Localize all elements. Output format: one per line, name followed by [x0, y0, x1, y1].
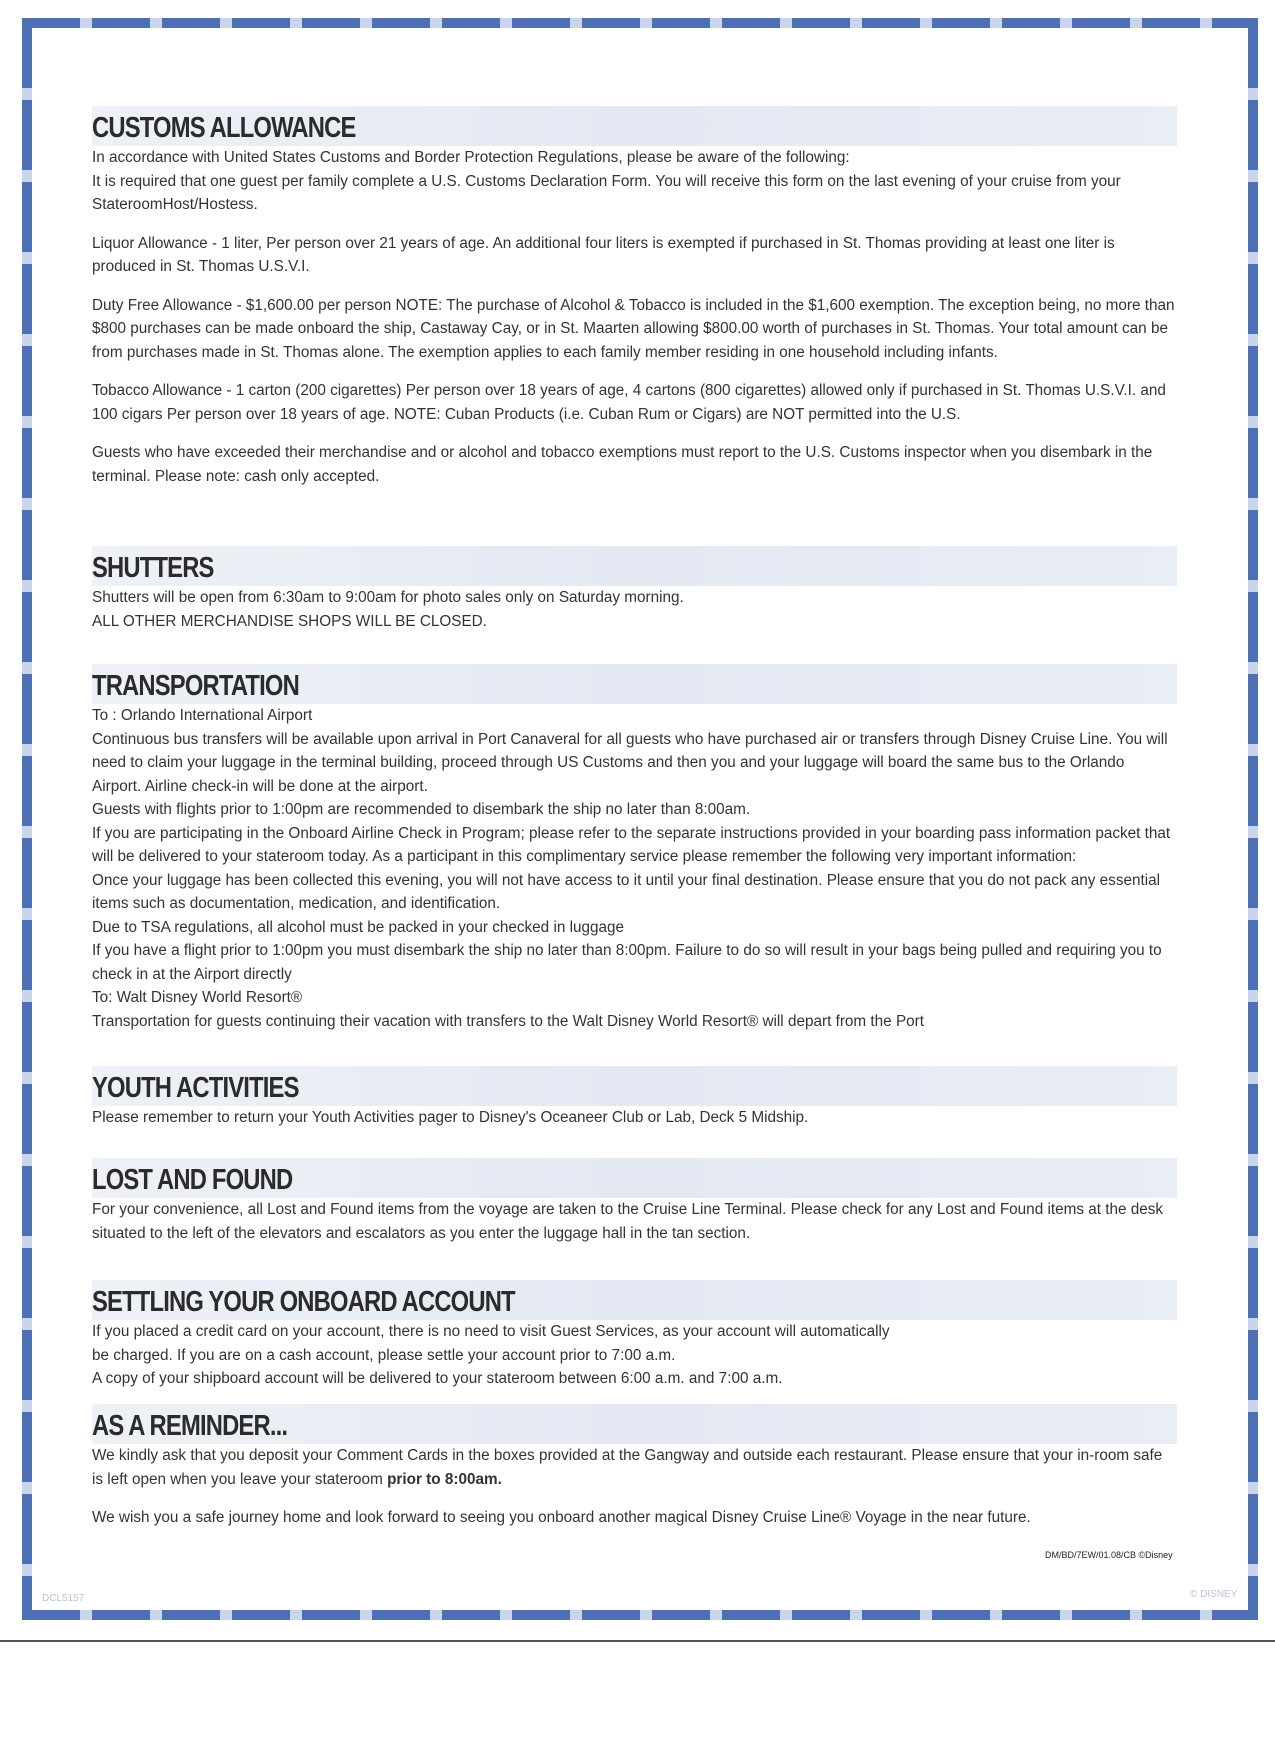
customs-heading: CUSTOMS ALLOWANCE: [92, 112, 356, 144]
customs-section: [92, 106, 1177, 488]
reminder-heading: AS A REMINDER...: [92, 1410, 288, 1442]
settling-cash: be charged. If you are on a cash account, please settle your account prior to 7:00 a.m.: [92, 1346, 676, 1364]
transportation-heading-bar: [92, 664, 1177, 704]
transportation-section: [92, 664, 1177, 1033]
lost-found-heading-bar: [92, 1158, 1177, 1198]
shutters-heading: SHUTTERS: [92, 552, 214, 584]
form-id: DCL5157: [42, 1593, 85, 1604]
copyright-mark: © DISNEY: [1190, 1589, 1238, 1600]
settling-heading: SETTLING YOUR ONBOARD ACCOUNT: [92, 1286, 515, 1318]
youth-pager-note: Please remember to return your Youth Activities pager to Disney's Oceaneer Club or Lab, Deck 5 Midship.: [92, 1109, 809, 1126]
customs-heading-bar: [92, 106, 1177, 146]
duty-free-allowance: Duty Free Allowance - $1,600.00 per person NOTE: The purchase of Alcohol & Tobacco is included in the $1,600 exemption. The exception being, no more than $800 purchases can be made onboard the ship, Castaway Cay, or in St. Maarten allowing $800.00 worth of purchases in St. Thomas. Your total amount can be from purchases made in St. Thomas alone. The exemption applies to each family member residing in one household including infants.: [92, 296, 1175, 361]
settling-section: [92, 1280, 1177, 1391]
reminder-comment-cards-text: We kindly ask that you deposit your Comment Cards in the boxes provided at the Gangway and outside each restaurant. Please ensure that your in-room safe is left open when you leave your stateroom: [92, 1447, 1163, 1488]
liquor-allowance: Liquor Allowance - 1 liter, Per person over 21 years of age. An additional four liters is exempted if purchased in St. Thomas providing at least one liter is produced in St. Thomas U.S.V.I.: [92, 234, 1115, 275]
youth-heading: YOUTH ACTIVITIES: [92, 1072, 299, 1104]
lost-found-section: [92, 1158, 1177, 1245]
transportation-heading: TRANSPORTATION: [92, 670, 299, 702]
frame-border-bottom: [22, 1610, 1258, 1620]
transportation-line: If you have a flight prior to 1:00pm you must disembark the ship no later than 8:00pm. Failure to do so will result in your bags being pulled and requiring you to check in at the Airport directly: [92, 942, 1162, 983]
lost-found-heading: LOST AND FOUND: [92, 1164, 293, 1196]
reminder-heading-bar: [92, 1404, 1177, 1444]
reminder-deadline: prior to 8:00am.: [387, 1470, 502, 1488]
tobacco-allowance: Tobacco Allowance - 1 carton (200 cigarettes) Per person over 18 years of age, 4 cartons (800 cigarettes) allowed only if purchased in St. Thomas U.S.V.I. and 100 cigars Per person over 18 years of age. NOTE: Cuban Products (i.e. Cuban Rum or Cigars) are NOT permitted into the U.S.: [92, 382, 1166, 423]
settling-credit-card: If you placed a credit card on your account, there is no need to visit Guest Services, as your account will automatically: [92, 1323, 890, 1340]
shops-closed: ALL OTHER MERCHANDISE SHOPS WILL BE CLOSED.: [92, 612, 487, 630]
transportation-line: Guests with flights prior to 1:00pm are recommended to disembark the ship no later than 8:00am.: [92, 801, 751, 818]
scan-edge-line: [0, 1640, 1275, 1642]
shutters-heading-bar: [92, 546, 1177, 586]
transportation-line: Continuous bus transfers will be available upon arrival in Port Canaveral for all guests who have purchased air or transfers through Disney Cruise Line. You will need to claim your luggage in the terminal building, proceed through US Customs and then you and your luggage will board the same bus to the Orlando Airport. Airline check-in will be done at the airport.: [92, 730, 1168, 795]
transportation-line: To : Orlando International Airport: [92, 707, 313, 724]
shutters-section: [92, 546, 1177, 633]
transportation-line: Due to TSA regulations, all alcohol must be packed in your checked in luggage: [92, 918, 625, 936]
exceeded-exemptions: Guests who have exceeded their merchandise and or alcohol and tobacco exemptions must report to the U.S. Customs inspector when you disembark in the terminal. Please note: cash only accepted.: [92, 444, 1153, 485]
youth-section: [92, 1066, 1177, 1130]
reminder-section: [92, 1404, 1177, 1530]
shutters-hours: Shutters will be open from 6:30am to 9:00am for photo sales only on Saturday morning.: [92, 589, 684, 606]
transportation-line: Transportation for guests continuing their vacation with transfers to the Walt Disney World Resort® will depart from the Port: [92, 1012, 924, 1030]
transportation-line: If you are participating in the Onboard Airline Check in Program; please refer to the separate instructions provided in your boarding pass information packet that will be delivered to your stateroom today. As a participant in this complimentary service please remember the following very important information:: [92, 824, 1171, 865]
document-code: DM/BD/7EW/01.08/CB ©Disney: [1045, 1550, 1173, 1560]
reminder-comment-cards: [92, 1444, 1177, 1491]
youth-heading-bar: [92, 1066, 1177, 1106]
transportation-line: Once your luggage has been collected this evening, you will not have access to it until your final destination. Please ensure that you do not pack any essential items such as documentation, medication, and identification.: [92, 871, 1161, 912]
lost-found-note: For your convenience, all Lost and Found items from the voyage are taken to the Cruise Line Terminal. Please check for any Lost and Found items at the desk situated to the left of the elevators and escalators as you enter the luggage hall in the tan section.: [92, 1201, 1164, 1242]
settling-copy: A copy of your shipboard account will be delivered to your stateroom between 6:00 a.m. and 7:00 a.m.: [92, 1370, 783, 1387]
transportation-line: To: Walt Disney World Resort®: [92, 989, 303, 1006]
frame-border-left: [22, 18, 32, 1620]
settling-heading-bar: [92, 1280, 1177, 1320]
frame-border-top: [22, 18, 1258, 28]
customs-declaration: It is required that one guest per family complete a U.S. Customs Declaration Form. You will receive this form on the last evening of your cruise from your StateroomHost/Hostess.: [92, 172, 1121, 213]
farewell-message: We wish you a safe journey home and look forward to seeing you onboard another magical Disney Cruise Line® Voyage in the near future.: [92, 1509, 1031, 1526]
customs-intro: In accordance with United States Customs and Border Protection Regulations, please be aware of the following:: [92, 149, 850, 166]
frame-border-right: [1248, 18, 1258, 1620]
